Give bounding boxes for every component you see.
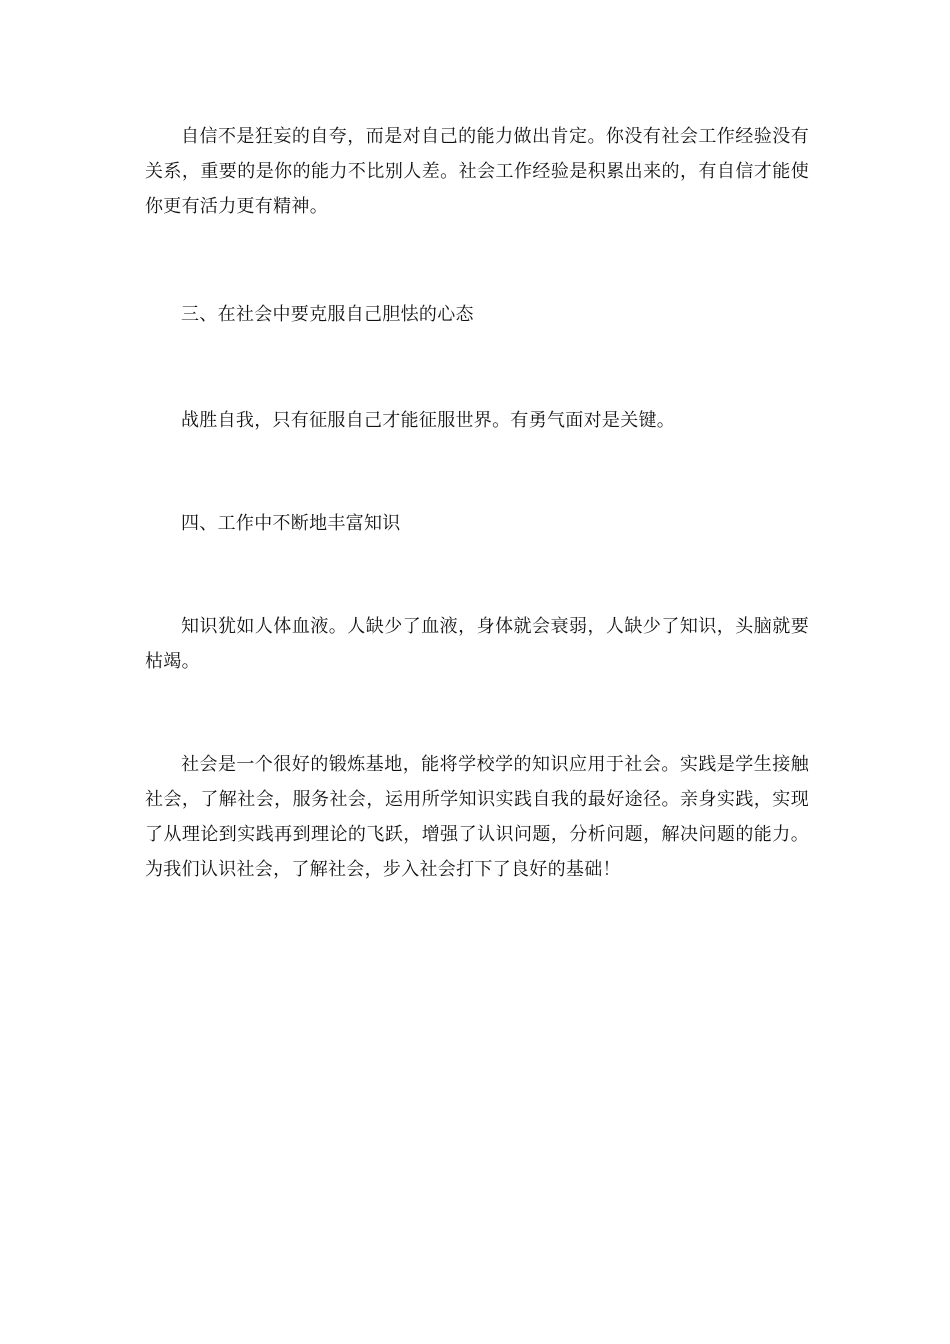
paragraph-self-confidence: 自信不是狂妄的自夸，而是对自己的能力做出肯定。你没有社会工作经验没有关系，重要的是你的能力不比别人差。社会工作经验是积累出来的，有自信才能使你更有活力更有精神。: [145, 126, 809, 217]
section-heading-3: 三、在社会中要克服自己胆怯的心态: [181, 304, 474, 325]
paragraph-knowledge: 知识犹如人体血液。人缺少了血液，身体就会衰弱，人缺少了知识，头脑就要枯竭。: [145, 616, 809, 672]
section-heading-4: 四、工作中不断地丰富知识: [181, 513, 401, 534]
paragraph-overcome-self: 战胜自我，只有征服自己才能征服世界。有勇气面对是关键。: [181, 410, 676, 431]
paragraph-conclusion: 社会是一个很好的锻炼基地，能将学校学的知识应用于社会。实践是学生接触社会，了解社会，服务社会，运用所学知识实践自我的最好途径。亲身实践，实现了从理论到实践再到理论的飞跃，增强了认识问题，分析问题，解决问题的能力。为我们认识社会，了解社会，步入社会打下了良好的基础！: [145, 754, 809, 880]
